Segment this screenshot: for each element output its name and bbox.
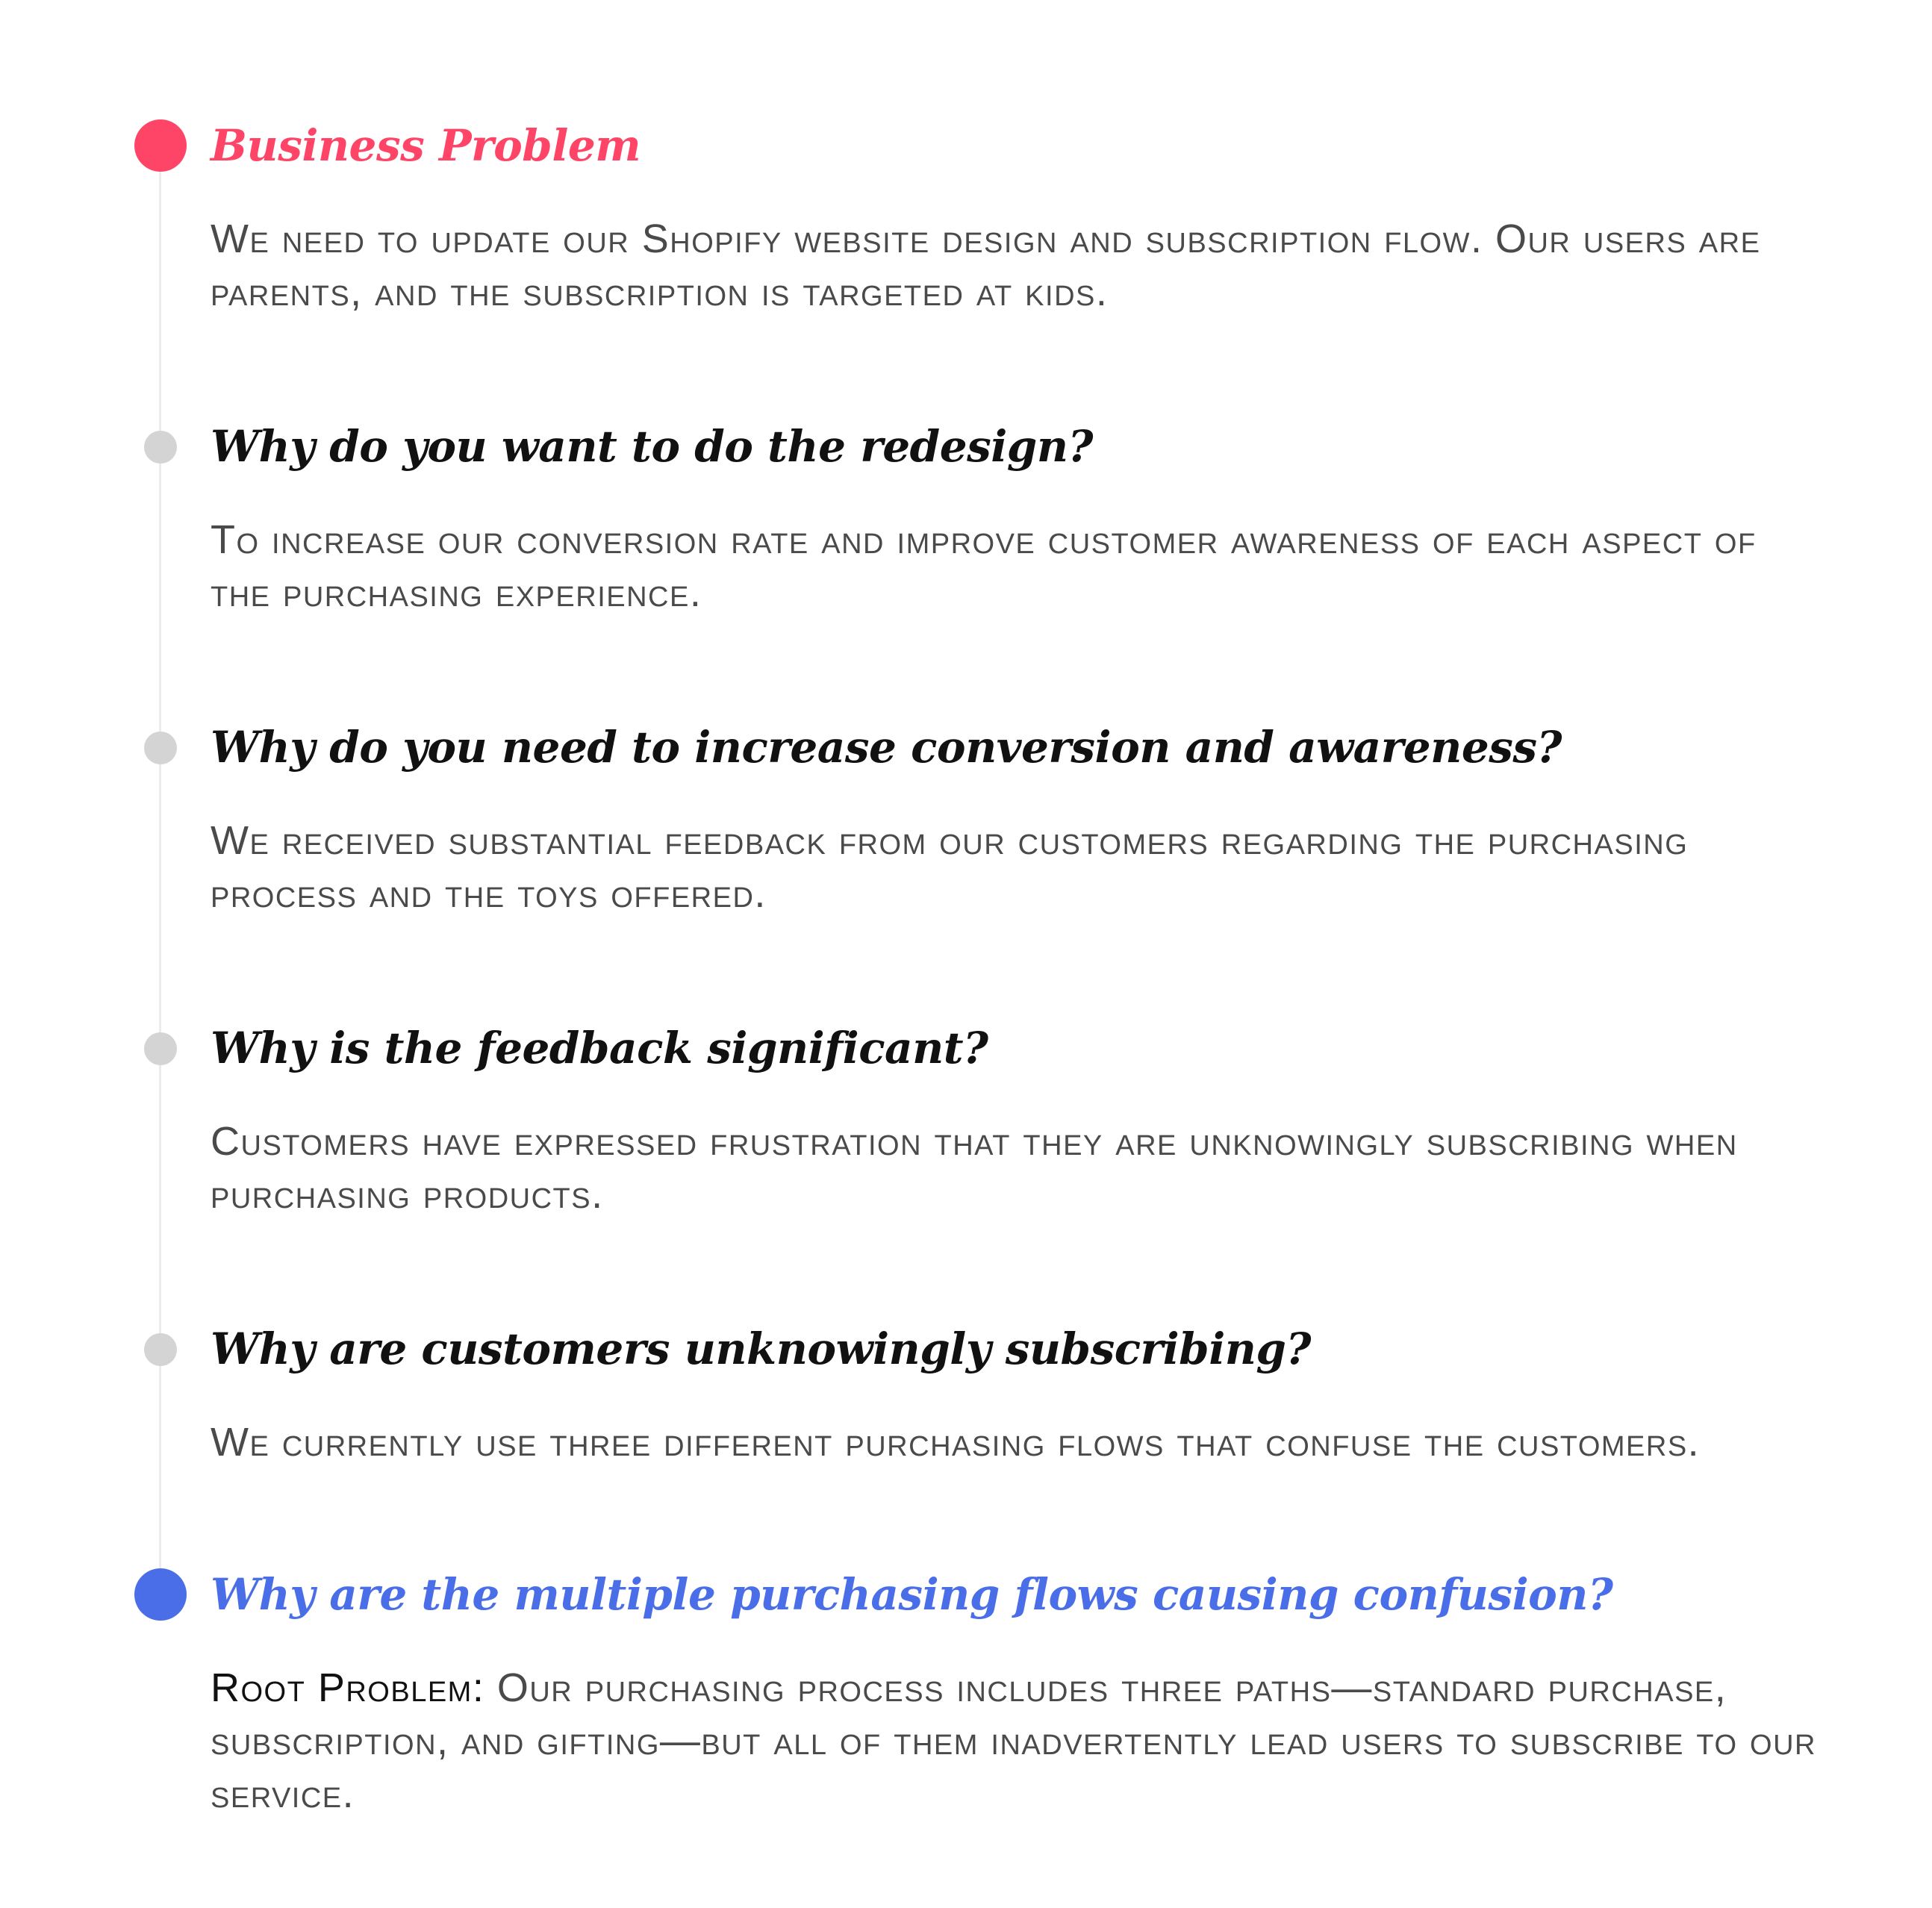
timeline-dot-start-icon [134,119,187,172]
timeline-dot-icon [144,1032,177,1065]
timeline-dot-end-icon [134,1568,187,1621]
step-heading: Why are the multiple purchasing flows causing confusion? [211,1569,1613,1620]
step-body [211,1662,1823,1821]
step-body: To increase our conversion rate and improve customer awareness of each aspect of the purchasing experience. [211,517,1757,615]
step-heading: Why are customers unknowingly subscribing? [211,1324,1311,1374]
timeline-dot-icon [144,431,177,464]
timeline-dot-icon [144,1333,177,1366]
step-heading: Why do you want to do the redesign? [211,421,1094,472]
timeline-line [159,160,161,1594]
step-heading: Business Problem [211,120,641,171]
root-problem-text: Our purchasing process includes three paths—standard purchase, subscription, and gifting—but all of them inadvertently lead users to subscribe to our service. [211,1665,1816,1816]
step-body: Customers have expressed frustration that they are unknowingly subscribing when purchasing products. [211,1119,1738,1217]
step-body: We received substantial feedback from our customers regarding the purchasing process and the toys offered. [211,818,1689,916]
step-body: We currently use three different purchasing flows that confuse the customers. [211,1420,1701,1465]
step-heading: Why is the feedback significant? [211,1023,988,1073]
step-heading: Why do you need to increase conversion and awareness? [211,722,1562,773]
timeline-dot-icon [144,732,177,764]
step-body: We need to update our Shopify website design and subscription flow. Our users are parents, and the subscription is targeted at kids. [211,216,1761,314]
root-problem-label: Root Problem: [211,1665,485,1710]
